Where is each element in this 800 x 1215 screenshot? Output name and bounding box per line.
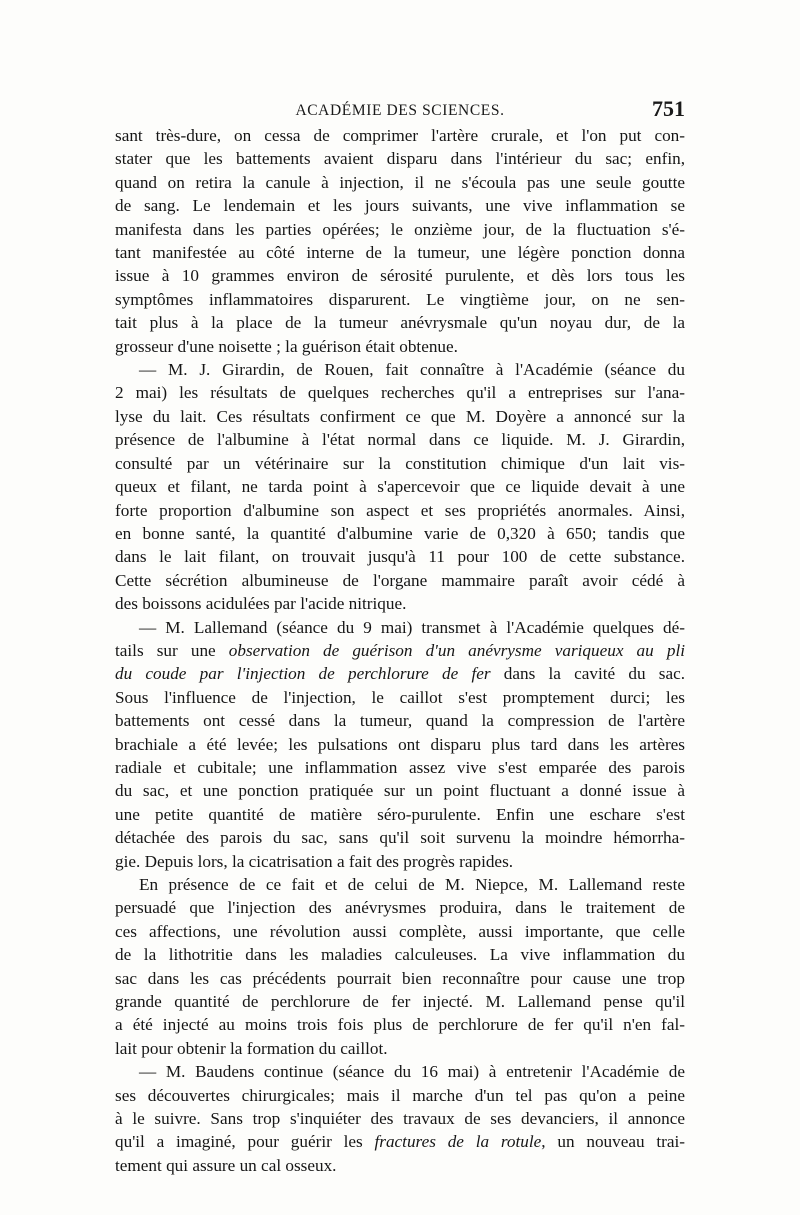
text-line: issue à 10 grammes environ de sérosité purulente, et dès lors tous les (115, 266, 685, 286)
text-line: stater que les battements avaient disparu dans l'intérieur du sac; enfin, (115, 149, 685, 169)
text-span: , un nouveau trai- (541, 1132, 685, 1152)
text-line: présence de l'albumine à l'état normal dans ce liquide. M. J. Girardin, (115, 430, 685, 450)
page-header (115, 96, 685, 122)
text-span: dans la cavité du sac. (490, 664, 685, 684)
text-line: quand on retira la canule à injection, il ne s'écoula pas une seule goutte (115, 172, 685, 192)
italic-title-span: observation de guérison d'un anévrysme variqueux au pli (228, 640, 685, 660)
text-line: — M. J. Girardin, de Rouen, fait connaître à l'Académie (séance du (139, 360, 685, 380)
text-line: 2 mai) les résultats de quelques recherches qu'il a entreprises sur l'ana- (115, 383, 685, 403)
text-line: battements ont cessé dans la tumeur, quand la compression de l'artère (115, 711, 685, 731)
text-line-with-italic (115, 639, 685, 662)
text-line: En présence de ce fait et de celui de M. Niepce, M. Lallemand reste (139, 875, 685, 894)
text-line: queux et filant, ne tarda point à s'apercevoir que ce liquide devait à une (115, 477, 685, 497)
text-line: ses découvertes chirurgicales; mais il marche d'un tel pas qu'on a peine (115, 1085, 685, 1105)
text-line: tant manifestée au côté interne de la tumeur, une légère ponction donna (115, 243, 685, 263)
text-line: de sang. Le lendemain et les jours suivants, une vive inflammation se (115, 196, 685, 216)
text-line: lyse du lait. Ces résultats confirment ce que M. Doyère a annoncé sur la (115, 406, 685, 426)
text-line: sac dans les cas précédents pourrait bien reconnaître pour cause une trop (115, 968, 685, 988)
text-line: du sac, et une ponction pratiquée sur un point fluctuant a donné issue à (115, 781, 685, 801)
text-line: — M. Lallemand (séance du 9 mai) transmet à l'Académie quelques dé- (139, 617, 685, 637)
text-line: a été injecté au moins trois fois plus de perchlorure de fer qu'il n'en fal- (115, 1015, 685, 1035)
text-line: à le suivre. Sans trop s'inquiéter des travaux de ses devanciers, il annonce (115, 1109, 685, 1129)
text-line: tait plus à la place de la tumeur anévrysmale qu'un noyau dur, de la (115, 313, 685, 333)
running-title: ACADÉMIE DES SCIENCES. (295, 102, 505, 119)
text-line: Cette sécrétion albumineuse de l'organe mammaire paraît avoir cédé à (115, 570, 685, 590)
text-line: tement qui assure un cal osseux. (115, 1155, 337, 1175)
text-line: une petite quantité de matière séro-purulente. Enfin une eschare s'est (115, 804, 685, 824)
text-line-with-italic (115, 662, 685, 685)
text-line: ces affections, une révolution aussi complète, aussi importante, que celle (115, 921, 685, 941)
text-line: grosseur d'une noisette ; la guérison était obtenue. (115, 336, 458, 356)
text-line: en bonne santé, la quantité d'albumine varie de 0,320 à 650; tandis que (115, 523, 685, 543)
text-line-with-italic (115, 1130, 685, 1153)
text-line: — M. Baudens continue (séance du 16 mai) à entretenir l'Académie de (139, 1062, 685, 1082)
text-line: détachée des parois du sac, sans qu'il soit survenu la moindre hémorrha- (115, 828, 685, 848)
body-text (115, 124, 685, 1177)
text-line: sant très-dure, on cessa de comprimer l'artère crurale, et l'on put con- (115, 126, 685, 145)
italic-title-span: fractures de la rotule (374, 1132, 542, 1152)
text-line: dans le lait filant, on trouvait jusqu'à 11 pour 100 de cette substance. (115, 547, 685, 567)
text-span: qu'il a imaginé, pour guérir les (115, 1132, 375, 1152)
text-line: gie. Depuis lors, la cicatrisation a fait des progrès rapides. (115, 851, 514, 871)
text-line: radiale et cubitale; une inflammation assez vive s'est emparée des parois (115, 757, 685, 777)
text-line: symptômes inflammatoires disparurent. Le vingtième jour, on ne sen- (115, 289, 685, 309)
page-number: 751 (652, 96, 685, 121)
text-line: lait pour obtenir la formation du caillot. (115, 1038, 388, 1058)
text-line: forte proportion d'albumine son aspect et ses propriétés anormales. Ainsi, (115, 500, 685, 520)
text-line: des boissons acidulées par l'acide nitrique. (115, 594, 407, 614)
text-line: manifesta dans les parties opérées; le onzième jour, de la fluctuation s'é- (115, 219, 685, 239)
text-line: persuadé que l'injection des anévrysmes produira, dans le traitement de (115, 898, 685, 918)
text-line: grande quantité de perchlorure de fer injecté. M. Lallemand pense qu'il (115, 992, 685, 1012)
text-line: brachiale a été levée; les pulsations ont disparu plus tard dans les artères (115, 734, 685, 754)
text-span: tails sur une (115, 640, 229, 660)
text-line: consulté par un vétérinaire sur la constitution chimique d'un lait vis- (115, 453, 685, 473)
text-line: Sous l'influence de l'injection, le caillot s'est promptement durci; les (115, 687, 685, 707)
italic-title-span: du coude par l'injection de perchlorure de fer (115, 664, 491, 684)
text-line: de la lithotritie dans les maladies calculeuses. La vive inflammation du (115, 945, 685, 965)
